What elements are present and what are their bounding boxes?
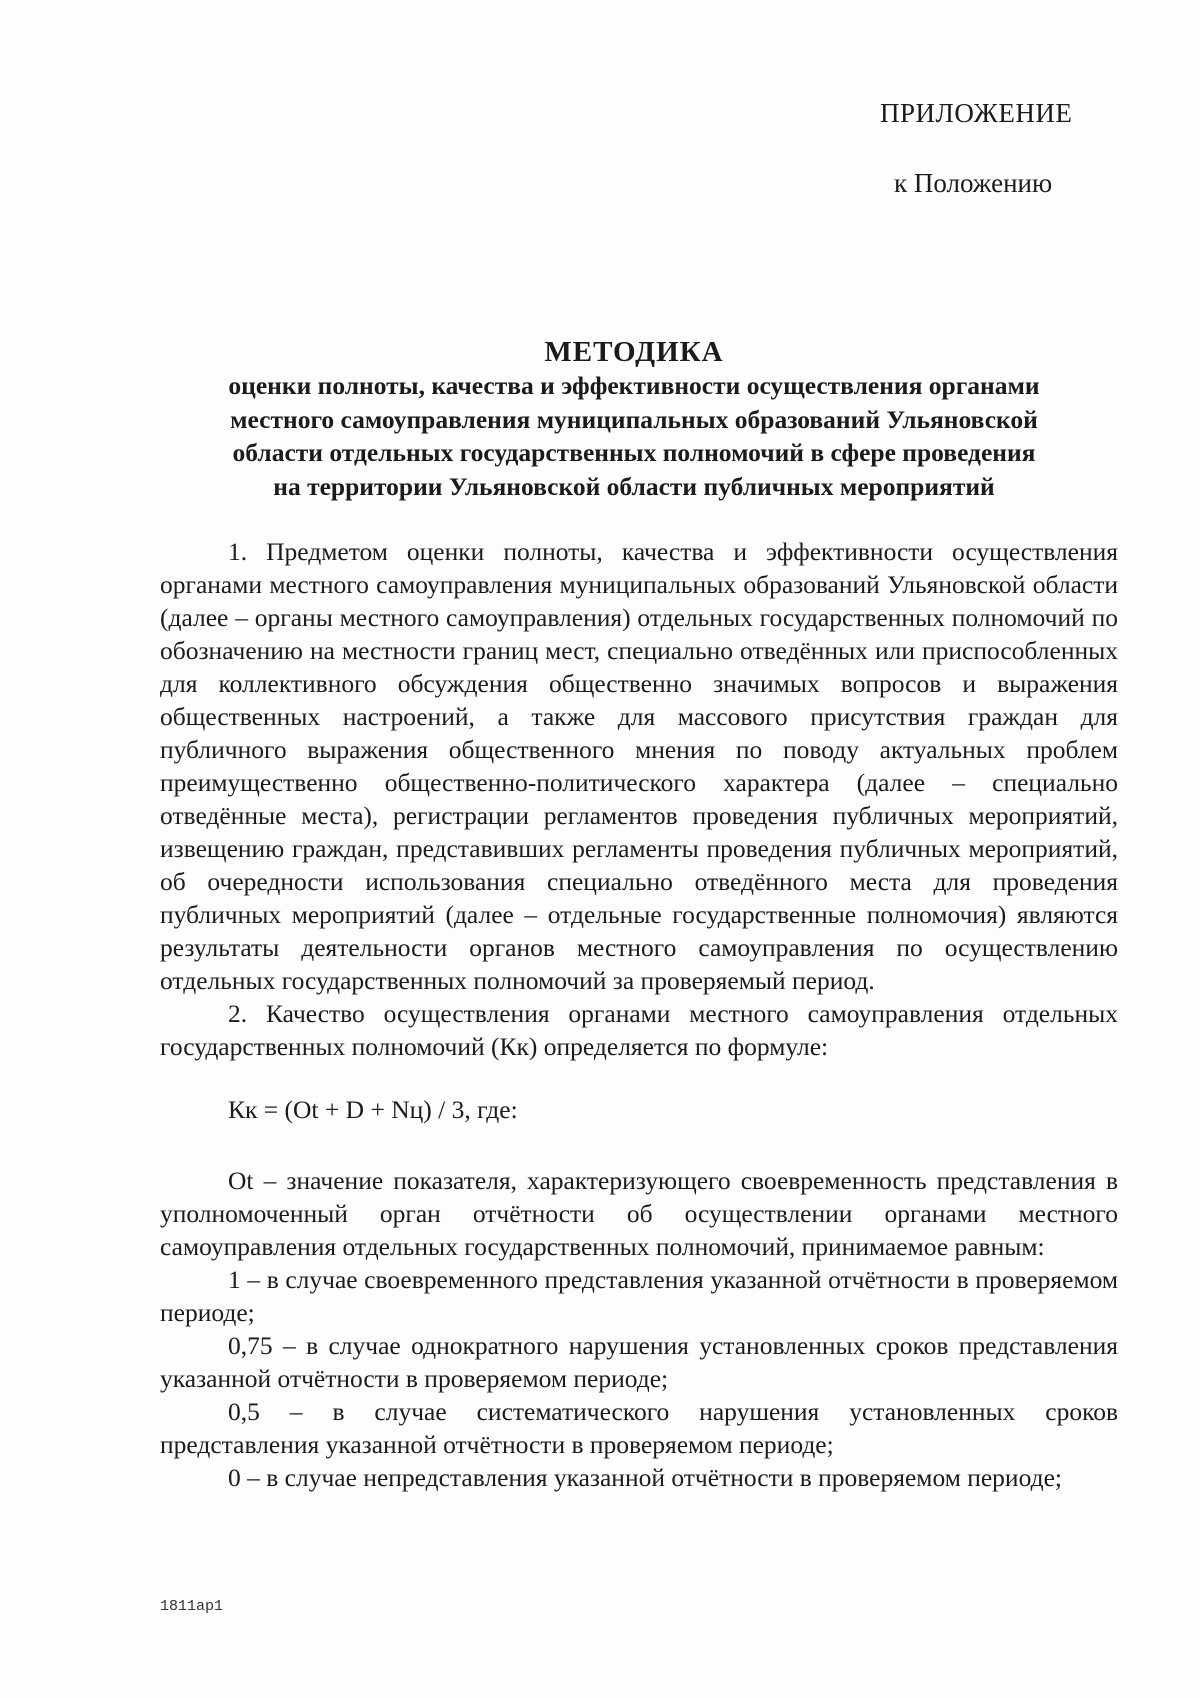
paragraph-1: 1. Предметом оценки полноты, качества и эффективности осуществления органами местного самоуправления муниципальных образований Ульяновской области (далее – органы местного самоуправления) отдельных государственных полномочий по обозначению на местности границ мест, специально отведённых или приспособленных для коллективного обсуждения общественно значимых вопросов и выражения общественных настроений, а также для массового присутствия граждан для публичного выражения общественного мнения по поводу актуальных проблем преимущественно общественно-политического характера (далее – специально отведённые места), регистрации регламентов проведения публичных мероприятий, извещению граждан, представивших регламенты проведения публичных мероприятий, об очередности использования специально отведённого места для проведения публичных мероприятий (далее – отдельные государственные полномочия) являются результаты деятельности органов местного самоуправления по осуществлению отдельных государственных полномочий за проверяемый период. [160,537,1118,995]
document-code: 1811ap1 [160,1598,224,1615]
list-item: 1 – в случае своевременного представления указанной отчётности в проверяемом периоде; [160,1265,1118,1327]
quality-formula: Кк = (Ot + D + Nц) / 3, где: [228,1095,518,1124]
list-item: 0,75 – в случае однократного нарушения установленных сроков представления указанной отчётности в проверяемом периоде; [160,1331,1118,1393]
document-title [150,335,1118,503]
list-item: 0 – в случае непредставления указанной отчётности в проверяемом периоде; [228,1463,1062,1492]
title-line: на территории Ульяновской области публичных мероприятий [273,471,995,501]
paragraph-2: 2. Качество осуществления органами местного самоуправления отдельных государственных полномочий (Кк) определяется по формуле: [160,999,1118,1061]
list-item: 0,5 – в случае систематического нарушения установленных сроков представления указанной отчётности в проверяемом периоде; [160,1397,1118,1459]
document-body [160,535,1118,1494]
to-regulation-label: к Положению [894,168,1053,198]
appendix-label: ПРИЛОЖЕНИЕ [880,98,1073,128]
title-line: области отдельных государственных полномочий в сфере проведения [232,438,1036,467]
ot-definition: Ot – значение показателя, характеризующего своевременность представления в уполномоченный орган отчётности об осуществлении органами местного самоуправления отдельных государственных полномочий, принимаемое равным: [160,1166,1118,1261]
title-line: оценки полноты, качества и эффективности осуществления органами [228,371,1040,400]
title-line: местного самоуправления муниципальных образований Ульяновской [230,404,1038,434]
title-main: МЕТОДИКА [544,336,724,368]
